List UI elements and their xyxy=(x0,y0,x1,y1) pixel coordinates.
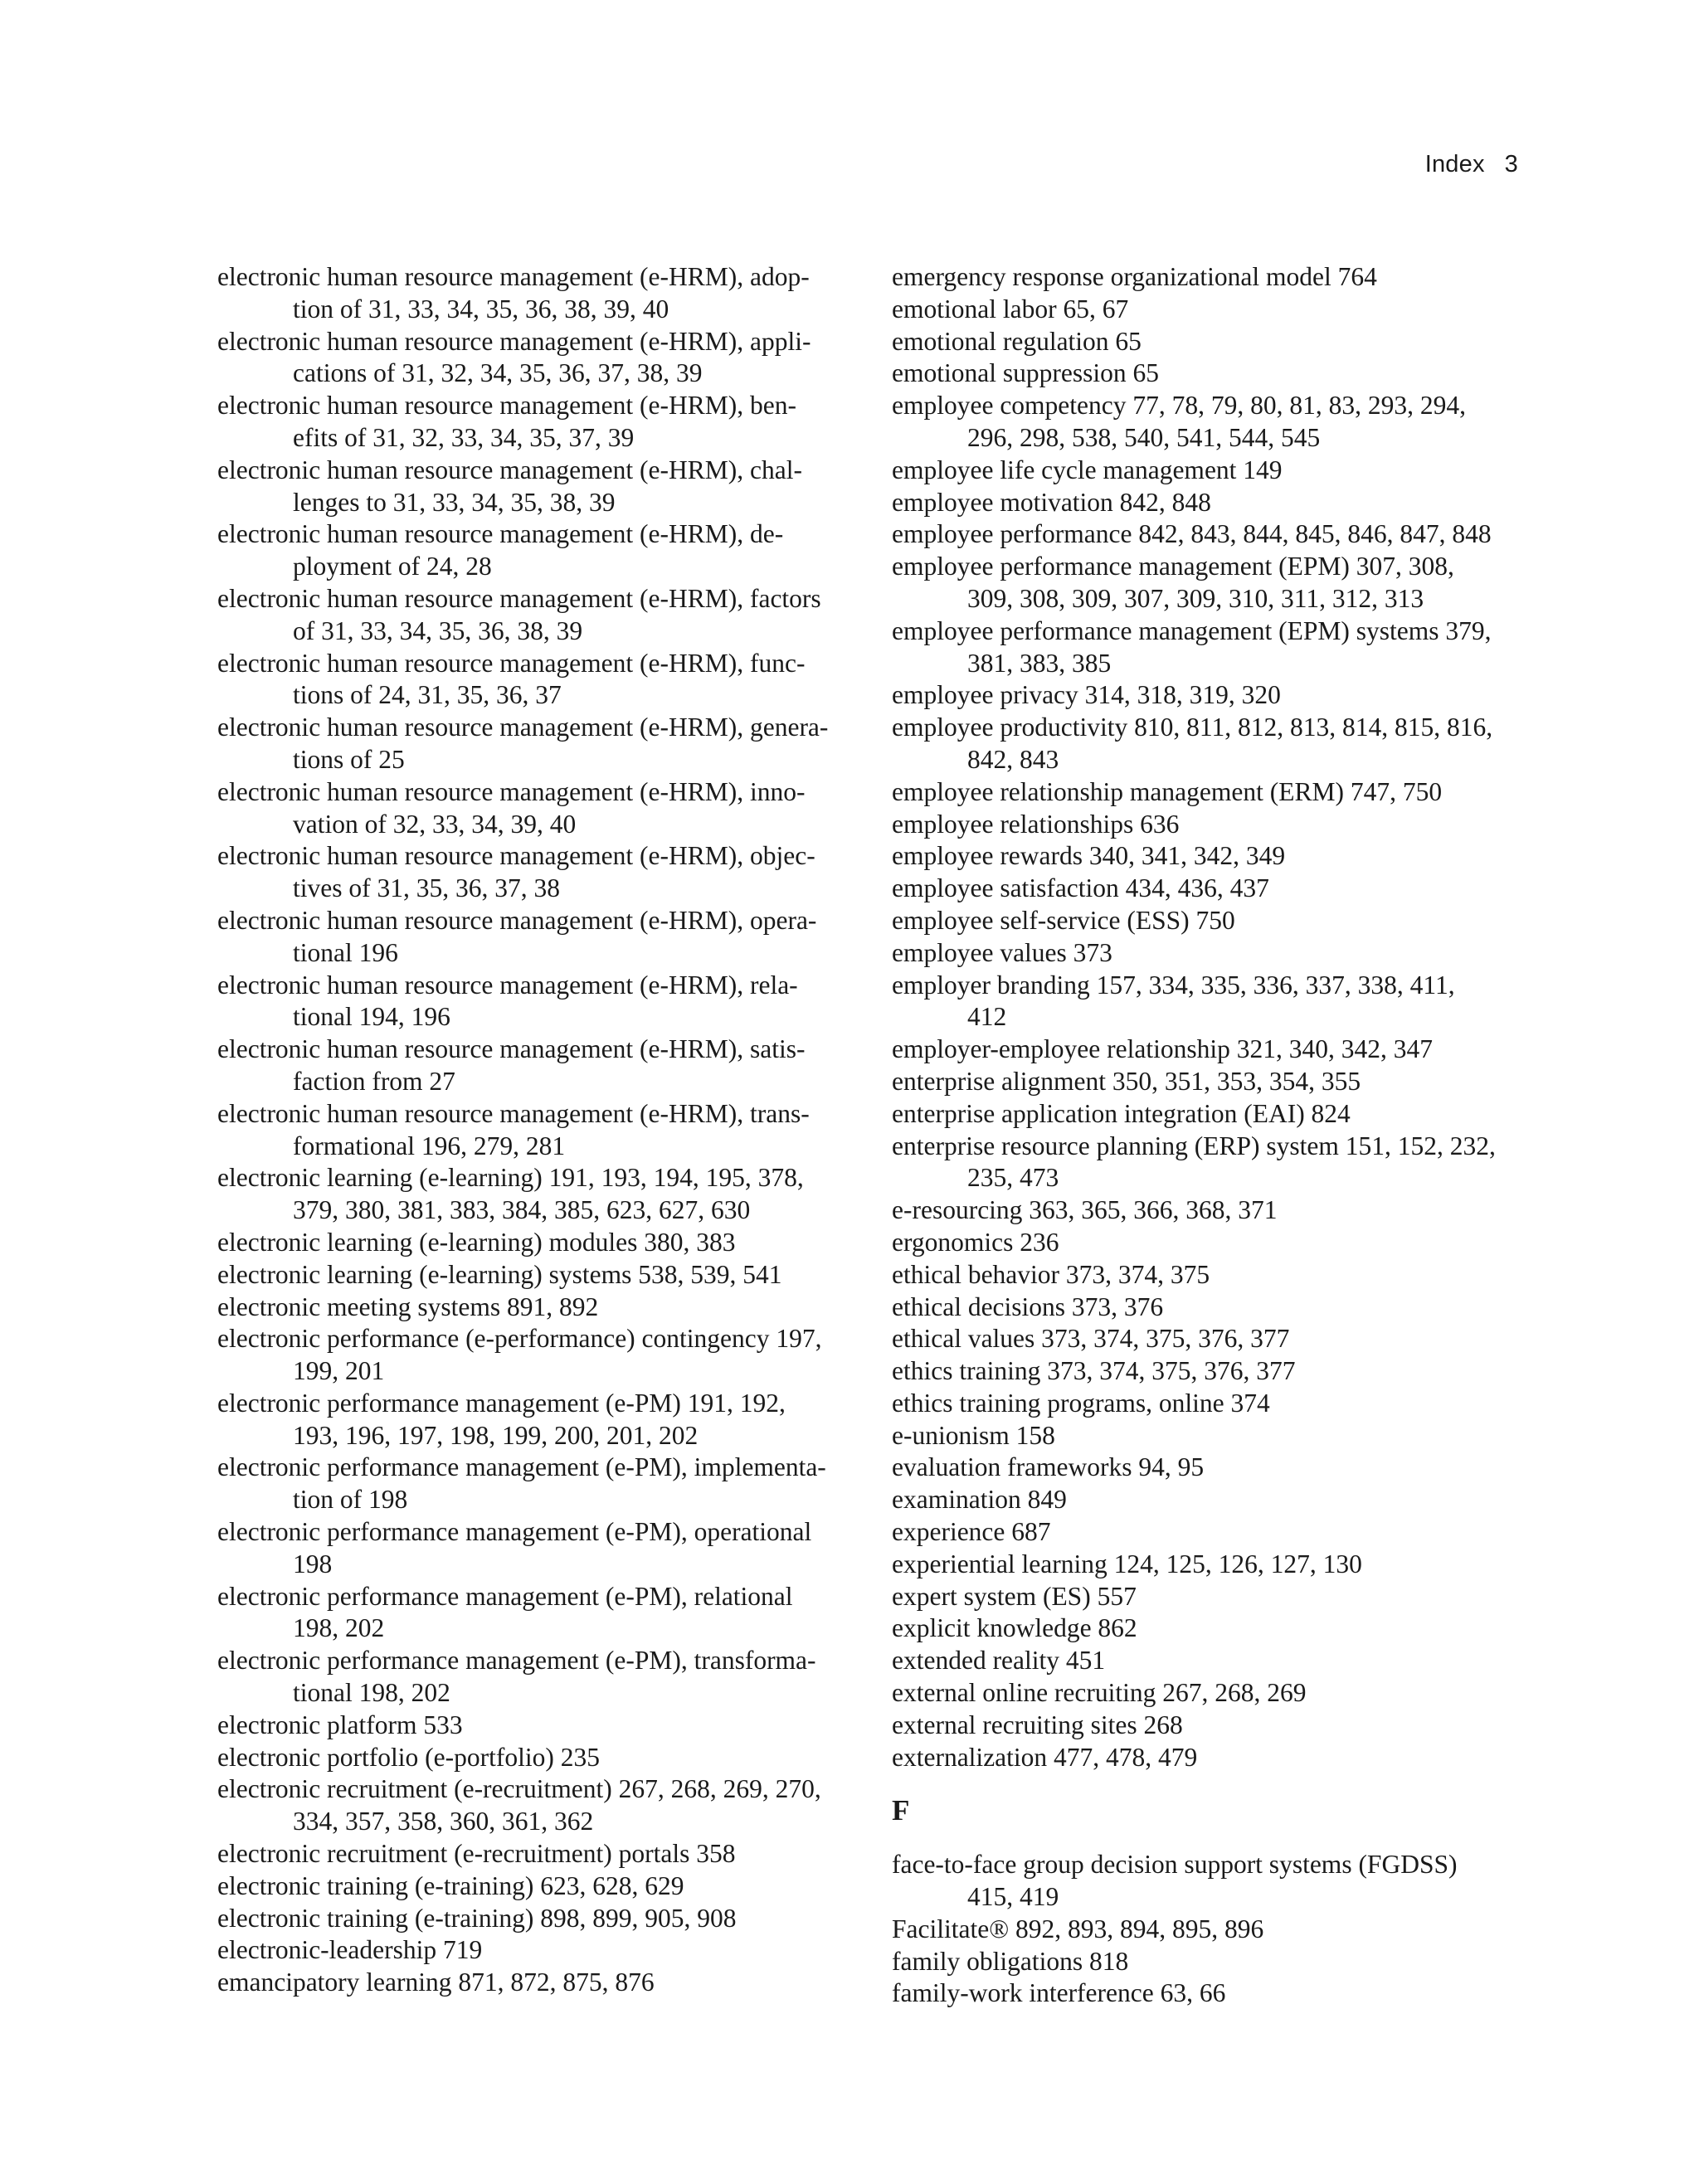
index-entry xyxy=(217,1034,848,1098)
index-entry-continuation: tives of 31, 35, 36, 37, 38 xyxy=(293,873,560,903)
index-entry-text: electronic portfolio (e-portfolio) 235 xyxy=(217,1742,600,1772)
index-entry-continuation: 412 xyxy=(967,1002,1007,1032)
index-entry xyxy=(217,1452,848,1516)
index-entry-text: employee life cycle management 149 xyxy=(892,455,1283,484)
index-entry xyxy=(217,648,848,713)
index-entry xyxy=(217,1323,848,1388)
index-entry-continuation: 296, 298, 538, 540, 541, 544, 545 xyxy=(967,422,1321,452)
index-entry xyxy=(217,970,848,1034)
index-entry xyxy=(217,1934,848,1967)
index-entry-text: examination 849 xyxy=(892,1485,1067,1515)
index-entry xyxy=(217,326,848,391)
index-entry-text: employee relationship management (ERM) 747, 750 xyxy=(892,776,1443,806)
index-entry-text: electronic human resource management (e-HRM), de- xyxy=(217,519,784,549)
index-entry xyxy=(892,1291,1531,1324)
index-entry xyxy=(892,261,1531,294)
index-entry xyxy=(892,1194,1531,1227)
index-entry-text: electronic human resource management (e-HRM), satis- xyxy=(217,1034,806,1064)
index-entry-continuation: 334, 357, 358, 360, 361, 362 xyxy=(293,1807,594,1836)
index-entry-text: electronic performance management (e-PM) 191, 192, xyxy=(217,1388,786,1418)
index-entry-text: externalization 477, 478, 479 xyxy=(892,1742,1198,1772)
index-entry-text: electronic human resource management (e-HRM), adop- xyxy=(217,262,810,291)
index-entry xyxy=(892,1581,1531,1613)
index-entry-text: electronic human resource management (e-HRM), opera- xyxy=(217,905,817,935)
index-entry xyxy=(217,1162,848,1227)
index-entry xyxy=(217,261,848,326)
index-entry xyxy=(217,1516,848,1581)
index-entry xyxy=(892,326,1531,358)
index-entry xyxy=(892,518,1531,551)
index-entry-text: electronic human resource management (e-HRM), chal- xyxy=(217,455,802,484)
index-entry-continuation: 309, 308, 309, 307, 309, 310, 311, 312, 313 xyxy=(967,583,1424,613)
index-entry-continuation: tion of 31, 33, 34, 35, 36, 38, 39, 40 xyxy=(293,294,669,323)
index-entry xyxy=(217,1291,848,1324)
index-entry-text: ethical behavior 373, 374, 375 xyxy=(892,1259,1210,1289)
index-entry-text: employee performance management (EPM) systems 379, xyxy=(892,615,1492,645)
index-entry-text: employee privacy 314, 318, 319, 320 xyxy=(892,680,1281,710)
index-entry-text: employee competency 77, 78, 79, 80, 81, 83, 293, 294, xyxy=(892,391,1467,421)
index-entry-text: electronic human resource management (e-HRM), trans- xyxy=(217,1098,810,1128)
index-entry xyxy=(892,358,1531,390)
index-entry-text: ethics training programs, online 374 xyxy=(892,1388,1270,1418)
index-entry-continuation: 381, 383, 385 xyxy=(967,648,1112,678)
index-entry-text: electronic performance management (e-PM), operational xyxy=(217,1517,812,1547)
running-head xyxy=(1425,151,1518,178)
index-entry-continuation: tional 194, 196 xyxy=(293,1002,450,1032)
index-entry-text: employee values 373 xyxy=(892,937,1112,967)
index-entry-text: employee rewards 340, 341, 342, 349 xyxy=(892,841,1286,871)
index-entry xyxy=(217,1967,848,1999)
index-entry-text: electronic performance management (e-PM), implementa- xyxy=(217,1452,826,1482)
index-entry xyxy=(217,840,848,905)
index-entry-text: electronic human resource management (e-HRM), rela- xyxy=(217,970,798,1000)
index-entry-continuation: 199, 201 xyxy=(293,1356,385,1386)
index-entry-text: enterprise alignment 350, 351, 353, 354, 355 xyxy=(892,1066,1361,1096)
index-entry-text: employer branding 157, 334, 335, 336, 337, 338, 411, xyxy=(892,970,1455,1000)
index-entry-text: external recruiting sites 268 xyxy=(892,1710,1183,1739)
index-entry-text: employee productivity 810, 811, 812, 813, 814, 815, 816, xyxy=(892,713,1493,742)
index-entry-text: electronic learning (e-learning) modules 380, 383 xyxy=(217,1227,736,1257)
index-entry xyxy=(217,1259,848,1291)
index-entry-continuation: cations of 31, 32, 34, 35, 36, 37, 38, 39 xyxy=(293,358,703,388)
index-entry-text: electronic meeting systems 891, 892 xyxy=(217,1291,599,1321)
index-entry-continuation: faction from 27 xyxy=(293,1066,455,1096)
section-letter-heading: F xyxy=(892,1794,910,1827)
index-entry-text: employee performance management (EPM) 307, 308, xyxy=(892,552,1454,581)
index-entry-text: electronic recruitment (e-recruitment) 267, 268, 269, 270, xyxy=(217,1774,821,1804)
index-entry xyxy=(892,1645,1531,1677)
index-entry-continuation: 198 xyxy=(293,1549,333,1578)
index-entry-text: employee performance 842, 843, 844, 845, 846, 847, 848 xyxy=(892,519,1492,549)
index-entry xyxy=(892,1977,1531,2010)
index-entry-text: electronic human resource management (e-HRM), appli- xyxy=(217,326,811,356)
index-entry-text: electronic human resource management (e-HRM), func- xyxy=(217,648,806,678)
index-entry xyxy=(217,1227,848,1259)
index-entry xyxy=(892,390,1531,455)
index-entry xyxy=(892,487,1531,519)
index-entry xyxy=(892,840,1531,873)
index-entry xyxy=(892,1452,1531,1484)
index-entry xyxy=(892,615,1531,680)
index-entry-continuation: tions of 24, 31, 35, 36, 37 xyxy=(293,680,562,710)
index-entry-text: e-unionism 158 xyxy=(892,1420,1055,1450)
index-entry-text: family obligations 818 xyxy=(892,1946,1129,1976)
index-entry-text: emotional suppression 65 xyxy=(892,358,1159,388)
index-entry xyxy=(892,1677,1531,1710)
index-entry-text: employee motivation 842, 848 xyxy=(892,487,1211,517)
index-entry-continuation: lenges to 31, 33, 34, 35, 38, 39 xyxy=(293,487,616,517)
index-entry xyxy=(892,1742,1531,1774)
index-entry-continuation: tions of 25 xyxy=(293,744,405,774)
index-entry-text: Facilitate® 892, 893, 894, 895, 896 xyxy=(892,1914,1264,1943)
index-entry-text: electronic training (e-training) 623, 628, 629 xyxy=(217,1870,684,1900)
index-entries-e xyxy=(892,261,1531,1773)
index-entry xyxy=(892,937,1531,970)
index-entry-text: family-work interference 63, 66 xyxy=(892,1978,1226,2008)
index-entries-f xyxy=(892,1849,1531,2010)
index-entry-continuation: tion of 198 xyxy=(293,1485,408,1515)
index-entry xyxy=(892,1516,1531,1549)
index-entry xyxy=(892,776,1531,809)
index-entry xyxy=(892,1098,1531,1131)
index-entry xyxy=(892,1034,1531,1066)
index-entry-text: electronic learning (e-learning) systems 538, 539, 541 xyxy=(217,1259,782,1289)
index-entry-text: emancipatory learning 871, 872, 875, 876 xyxy=(217,1968,655,1997)
index-entry-continuation: 379, 380, 381, 383, 384, 385, 623, 627, 630 xyxy=(293,1195,751,1225)
index-entry-text: enterprise resource planning (ERP) system 151, 152, 232, xyxy=(892,1131,1496,1160)
index-entry xyxy=(217,1710,848,1742)
index-entry xyxy=(892,551,1531,615)
index-entry-continuation: tional 198, 202 xyxy=(293,1678,450,1708)
index-entry xyxy=(892,1420,1531,1452)
index-entry xyxy=(892,1612,1531,1645)
index-entry xyxy=(892,294,1531,326)
index-column-left xyxy=(217,261,848,1999)
index-entry xyxy=(217,712,848,776)
index-entry-text: external online recruiting 267, 268, 269 xyxy=(892,1678,1307,1708)
index-entry-text: electronic training (e-training) 898, 899, 905, 908 xyxy=(217,1903,737,1933)
index-entry-text: electronic learning (e-learning) 191, 193, 194, 195, 378, xyxy=(217,1163,804,1193)
index-entry-text: electronic human resource management (e-HRM), factors xyxy=(217,583,821,613)
index-entry-text: employee self-service (ESS) 750 xyxy=(892,905,1235,935)
index-entry-text: evaluation frameworks 94, 95 xyxy=(892,1452,1205,1482)
index-entry xyxy=(892,1946,1531,1978)
index-entry-continuation: 198, 202 xyxy=(293,1613,385,1643)
index-entry-continuation: tional 196 xyxy=(293,937,398,967)
index-entry-text: electronic platform 533 xyxy=(217,1710,463,1739)
index-entry-continuation: 415, 419 xyxy=(967,1882,1059,1912)
index-entry-text: ergonomics 236 xyxy=(892,1227,1059,1257)
index-entry-continuation: vation of 32, 33, 34, 39, 40 xyxy=(293,809,577,839)
index-entry-text: enterprise application integration (EAI) 824 xyxy=(892,1098,1351,1128)
index-entry-text: emotional regulation 65 xyxy=(892,326,1142,356)
index-entry-continuation: ployment of 24, 28 xyxy=(293,552,492,581)
index-entry xyxy=(892,679,1531,712)
index-entry xyxy=(892,905,1531,937)
index-entry xyxy=(217,1645,848,1710)
index-entry xyxy=(217,1581,848,1646)
index-entry-text: employee relationships 636 xyxy=(892,809,1180,839)
index-entry xyxy=(217,518,848,583)
index-entry xyxy=(217,390,848,455)
index-entry-text: electronic human resource management (e-HRM), objec- xyxy=(217,841,815,871)
index-entry xyxy=(892,873,1531,905)
index-entry xyxy=(892,455,1531,487)
index-entry xyxy=(892,1549,1531,1581)
index-entry xyxy=(892,1388,1531,1420)
index-entry-text: experience 687 xyxy=(892,1517,1051,1547)
index-entry xyxy=(892,1849,1531,1914)
index-entry xyxy=(217,1773,848,1838)
index-entry xyxy=(892,1227,1531,1259)
index-entry xyxy=(892,712,1531,776)
index-entry xyxy=(217,1742,848,1774)
index-entry-text: electronic human resource management (e-HRM), genera- xyxy=(217,713,829,742)
page-number: 3 xyxy=(1504,151,1518,178)
index-entry-text: electronic human resource management (e-HRM), ben- xyxy=(217,391,796,421)
index-entry-text: employer-employee relationship 321, 340, 342, 347 xyxy=(892,1034,1433,1064)
index-entry xyxy=(892,1355,1531,1388)
index-entry xyxy=(217,455,848,519)
index-entry xyxy=(892,1710,1531,1742)
index-entry-continuation: 842, 843 xyxy=(967,744,1059,774)
index-entry xyxy=(892,1066,1531,1098)
index-entry-text: emergency response organizational model 764 xyxy=(892,262,1377,291)
index-entry-text: experiential learning 124, 125, 126, 127, 130 xyxy=(892,1549,1362,1578)
index-entry-continuation: 193, 196, 197, 198, 199, 200, 201, 202 xyxy=(293,1420,699,1450)
index-entry-text: electronic-leadership 719 xyxy=(217,1935,483,1965)
index-entry xyxy=(217,1388,848,1452)
running-head-label: Index xyxy=(1424,151,1485,178)
index-entry-text: electronic performance management (e-PM), relational xyxy=(217,1581,793,1611)
index-entry xyxy=(217,776,848,841)
index-entry-text: expert system (ES) 557 xyxy=(892,1581,1137,1611)
index-entry xyxy=(217,1098,848,1163)
index-entry xyxy=(217,583,848,648)
index-entry-text: emotional labor 65, 67 xyxy=(892,294,1129,323)
index-entry-continuation: of 31, 33, 34, 35, 36, 38, 39 xyxy=(293,615,583,645)
index-entry-text: ethical values 373, 374, 375, 376, 377 xyxy=(892,1324,1290,1354)
index-entry-text: electronic performance management (e-PM), transforma- xyxy=(217,1646,816,1676)
index-entry xyxy=(217,1870,848,1903)
index-entry xyxy=(892,1323,1531,1355)
index-column-right xyxy=(892,261,1531,2010)
index-entry xyxy=(892,809,1531,841)
index-entry-continuation: formational 196, 279, 281 xyxy=(293,1131,566,1160)
index-entry xyxy=(217,1903,848,1935)
index-entry xyxy=(892,1914,1531,1946)
index-entry-text: electronic human resource management (e-HRM), inno- xyxy=(217,776,806,806)
index-entry-text: extended reality 451 xyxy=(892,1646,1106,1676)
index-entry-text: explicit knowledge 862 xyxy=(892,1613,1137,1643)
index-entry xyxy=(892,1259,1531,1291)
index-entry-text: employee satisfaction 434, 436, 437 xyxy=(892,873,1269,903)
index-entry xyxy=(217,905,848,970)
index-entry-text: ethics training 373, 374, 375, 376, 377 xyxy=(892,1356,1296,1386)
index-entry-text: electronic performance (e-performance) contingency 197, xyxy=(217,1324,822,1354)
index-entry-continuation: efits of 31, 32, 33, 34, 35, 37, 39 xyxy=(293,422,635,452)
index-entry-text: e-resourcing 363, 365, 366, 368, 371 xyxy=(892,1195,1278,1225)
index-entry xyxy=(892,1484,1531,1516)
index-entry xyxy=(892,970,1531,1034)
index-entry-text: ethical decisions 373, 376 xyxy=(892,1291,1164,1321)
index-entry-text: electronic recruitment (e-recruitment) portals 358 xyxy=(217,1839,736,1869)
index-entry xyxy=(892,1131,1531,1195)
index-entry-text: face-to-face group decision support systems (FGDSS) xyxy=(892,1850,1458,1880)
index-entry xyxy=(217,1838,848,1870)
index-entry-continuation: 235, 473 xyxy=(967,1163,1059,1193)
